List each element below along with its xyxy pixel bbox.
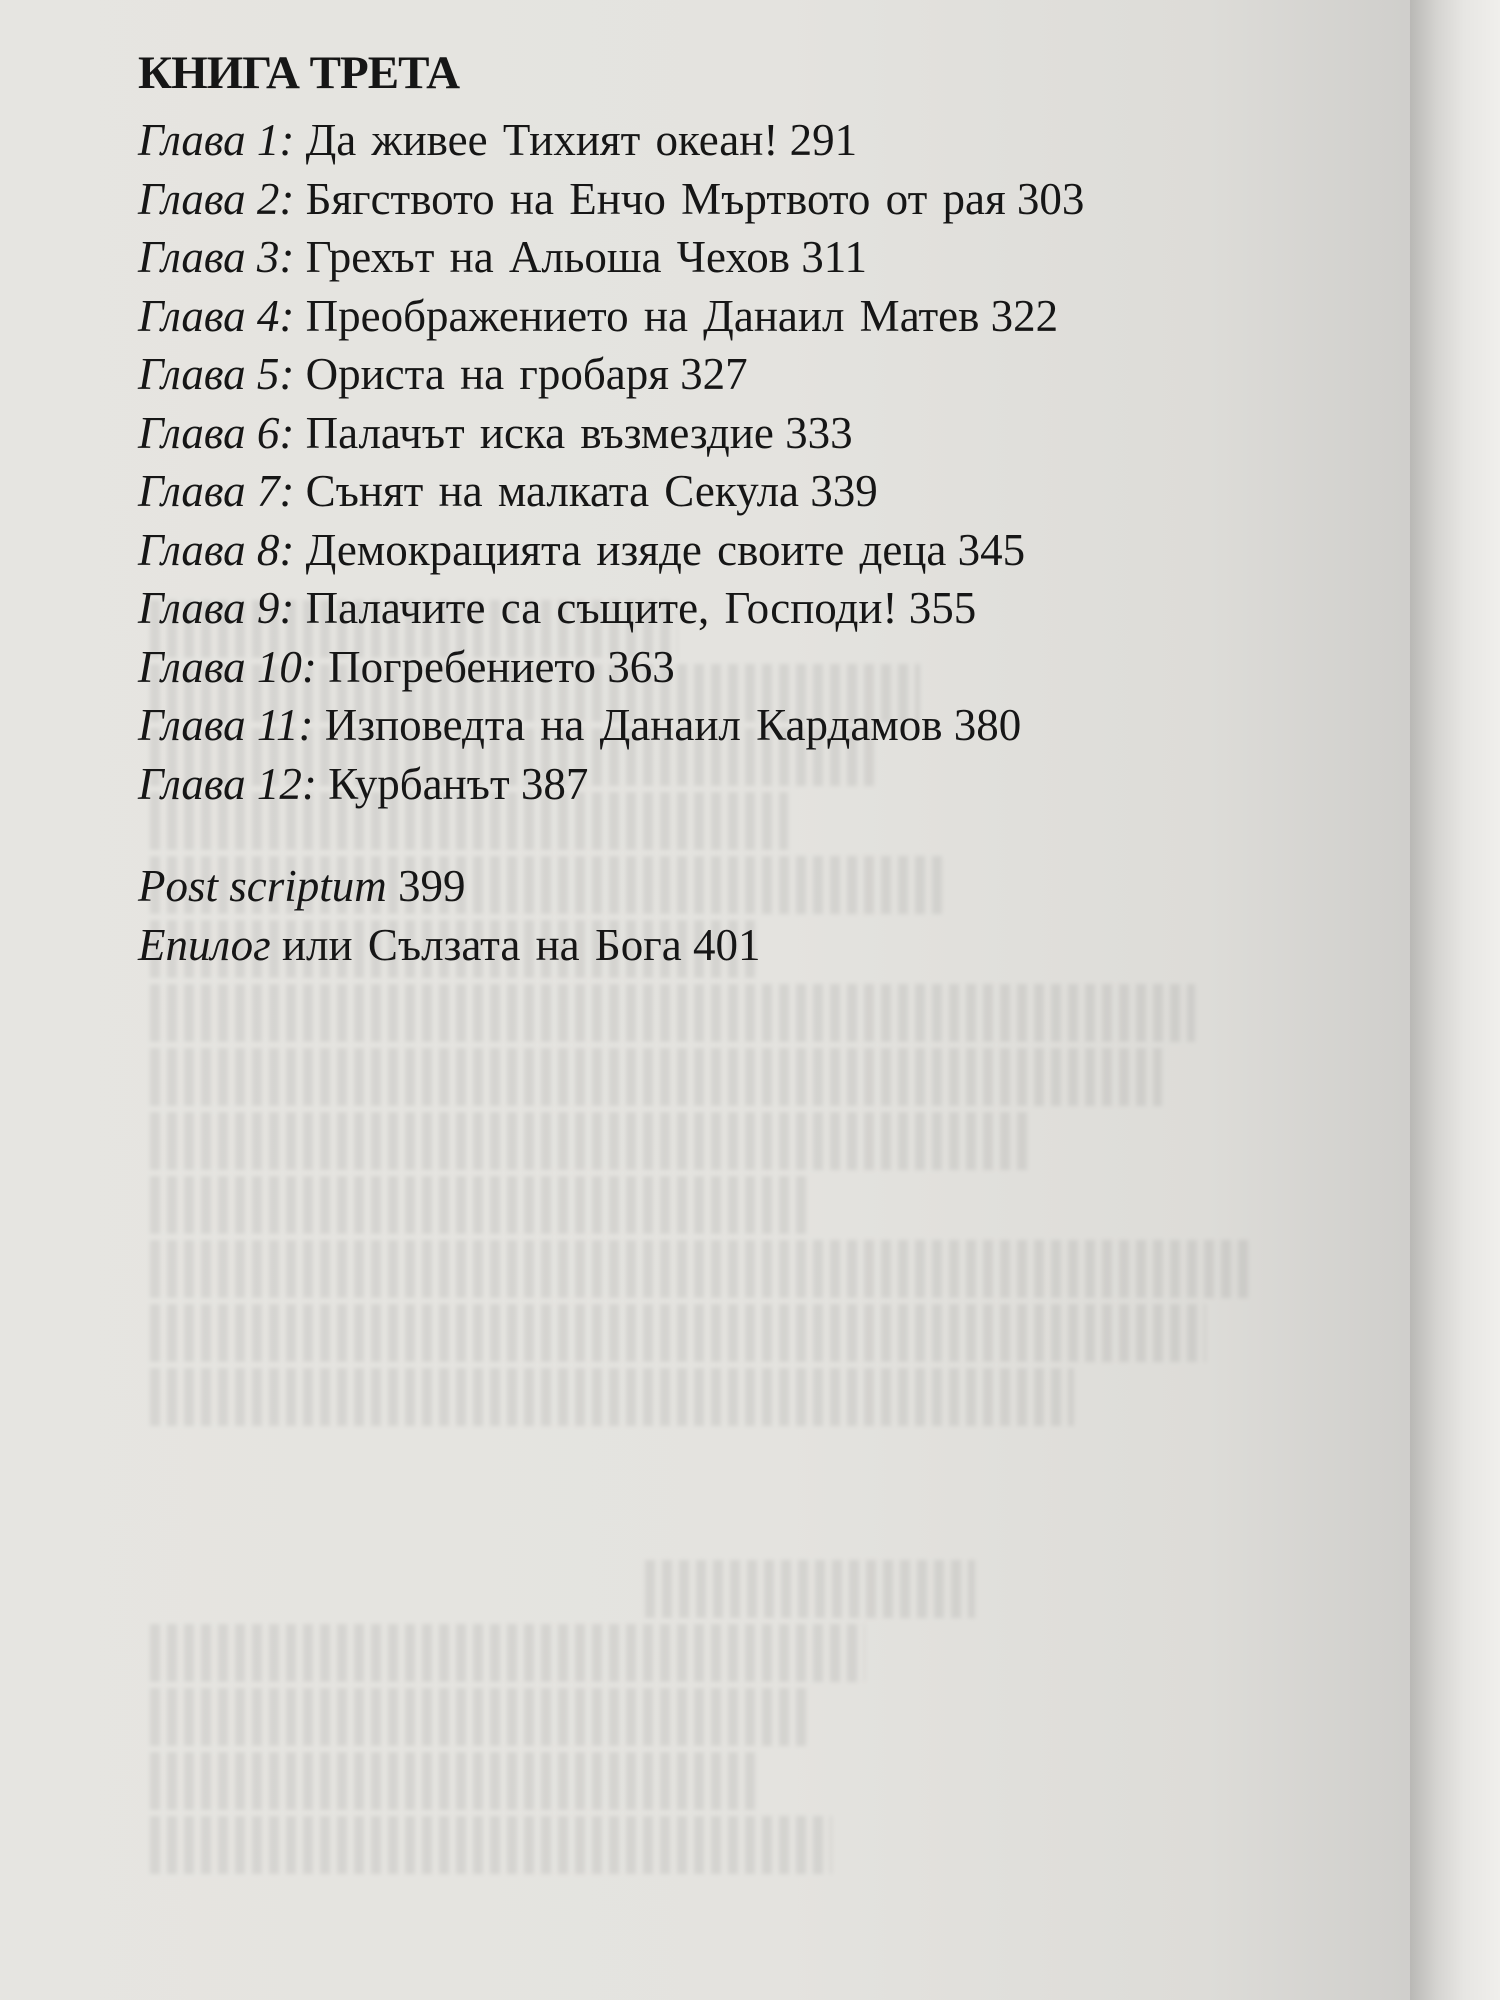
chapter-title: Курбанът xyxy=(328,758,510,809)
chapter-entry xyxy=(138,696,1238,755)
epilogue-entry xyxy=(138,916,1238,975)
chapter-page: 291 xyxy=(789,115,858,165)
chapter-label: Глава 2: xyxy=(138,173,295,224)
epilogue-label: Епилог xyxy=(138,919,271,970)
chapter-entry xyxy=(138,345,1238,404)
chapter-entry xyxy=(138,111,1238,170)
chapter-label: Глава 3: xyxy=(138,232,295,282)
chapter-page: 327 xyxy=(680,349,748,399)
postscript-page: 399 xyxy=(398,861,466,911)
chapter-title: Палачите са същите, Господи! xyxy=(305,583,898,633)
chapter-entry xyxy=(138,404,1238,463)
chapter-label: Глава 8: xyxy=(138,524,295,575)
postscript-entry xyxy=(138,857,1238,916)
chapter-page: 355 xyxy=(908,583,977,633)
chapter-page: 322 xyxy=(990,290,1059,341)
chapter-page: 345 xyxy=(957,524,1026,575)
chapter-entry xyxy=(138,638,1238,697)
chapter-page: 311 xyxy=(801,232,868,282)
chapter-title: Ориста на гробаря xyxy=(305,349,669,399)
chapter-label: Глава 5: xyxy=(138,349,295,399)
chapter-label: Глава 7: xyxy=(138,466,295,516)
chapter-page: 339 xyxy=(810,466,878,516)
chapter-entry xyxy=(138,170,1238,229)
chapter-entry xyxy=(138,579,1238,638)
chapter-title: Сънят на малката Секула xyxy=(305,466,800,516)
chapter-entry xyxy=(138,228,1238,287)
chapter-page: 380 xyxy=(953,700,1022,750)
postscript-title: Post scriptum xyxy=(138,861,387,911)
chapter-title: Преображението на Данаил Матев xyxy=(305,290,980,341)
chapter-label: Глава 9: xyxy=(138,583,295,633)
chapter-page: 387 xyxy=(520,758,589,809)
chapter-list xyxy=(138,111,1238,813)
chapter-title: Бягството на Енчо Мъртвото от рая xyxy=(305,173,1006,224)
chapter-title: Палачът иска възмездие xyxy=(305,407,774,458)
epilogue-title: или Сълзата на Бога xyxy=(281,919,682,970)
chapter-title: Демокрацията изяде своите деца xyxy=(305,524,947,575)
section-gap xyxy=(138,813,1238,857)
epilogue-page: 401 xyxy=(692,919,761,970)
chapter-title: Грехът на Альоша Чехов xyxy=(305,232,790,282)
chapter-entry xyxy=(138,287,1238,346)
book-gutter xyxy=(1410,0,1500,2000)
chapter-entry xyxy=(138,755,1238,814)
chapter-title: Погребението xyxy=(328,641,597,692)
chapter-page: 303 xyxy=(1016,173,1085,224)
chapter-label: Глава 12: xyxy=(138,758,317,809)
chapter-label: Глава 10: xyxy=(138,641,317,692)
chapter-label: Глава 6: xyxy=(138,407,295,458)
chapter-label: Глава 11: xyxy=(138,700,314,750)
chapter-entry xyxy=(138,462,1238,521)
table-of-contents xyxy=(138,45,1238,974)
chapter-page: 333 xyxy=(785,407,853,458)
chapter-title: Изповедта на Данаил Кардамов xyxy=(324,700,943,750)
chapter-page: 363 xyxy=(607,641,675,692)
chapter-title: Да живее Тихият океан! xyxy=(305,115,779,165)
chapter-label: Глава 1: xyxy=(138,115,295,165)
book-section-title: КНИГА ТРЕТА xyxy=(138,47,460,99)
chapter-entry xyxy=(138,521,1238,580)
chapter-label: Глава 4: xyxy=(138,290,295,341)
